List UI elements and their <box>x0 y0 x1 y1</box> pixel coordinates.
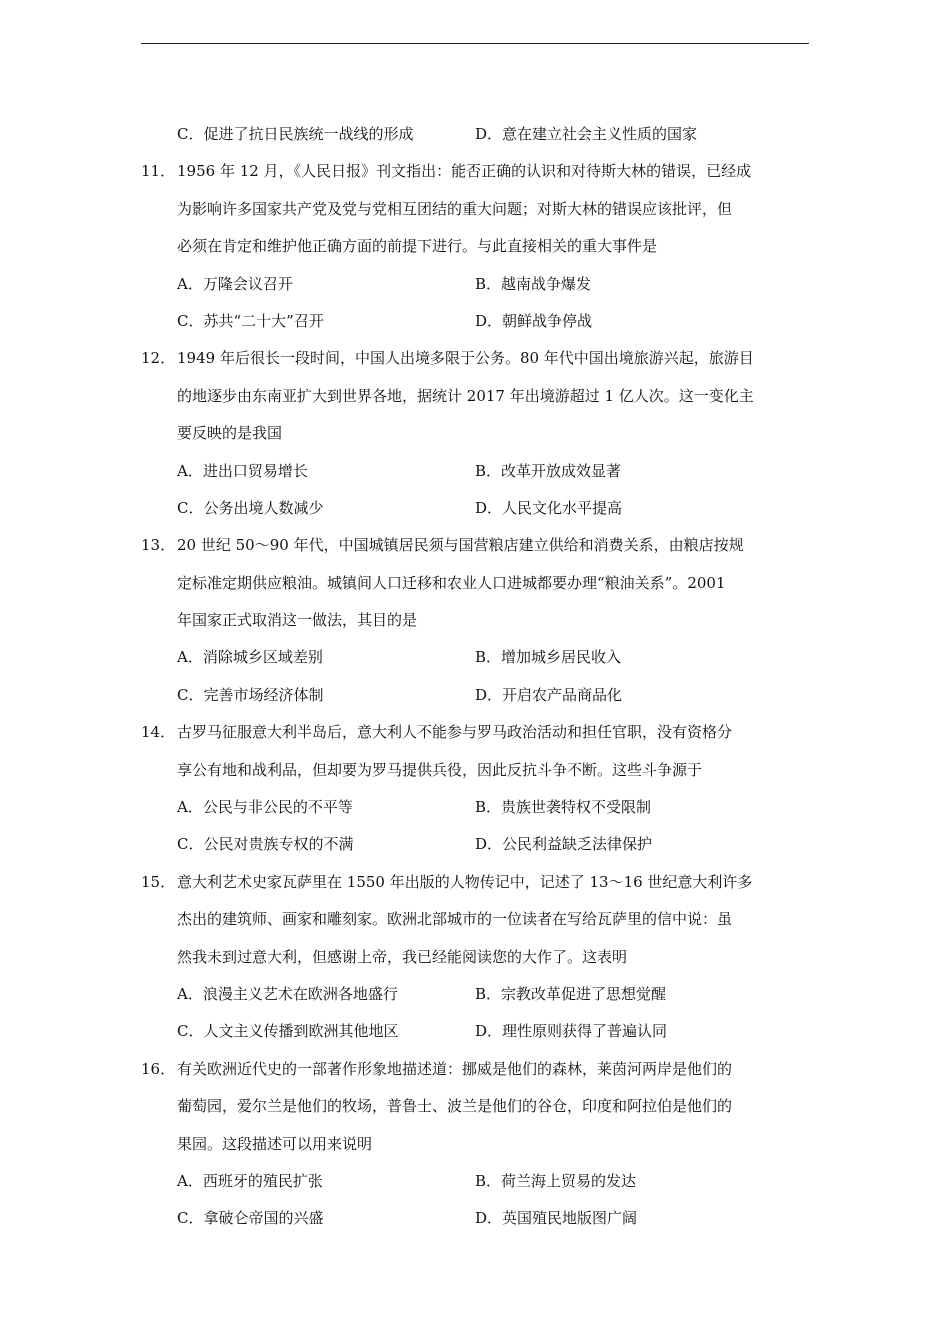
option-d: D．公民利益缺乏法律保护 <box>475 835 653 854</box>
option-c: C．促进了抗日民族统一战线的形成 <box>177 125 414 143</box>
option-b: B．改革开放成效显著 <box>475 461 622 480</box>
option-a: A．浪漫主义艺术在欧洲各地盛行 <box>177 984 398 1003</box>
question-text-line: 必须在肯定和维护他正确方面的前提下进行。与此直接相关的重大事件是 <box>177 237 658 256</box>
option-row <box>141 677 811 714</box>
question-number: 16． <box>141 1059 176 1078</box>
question-text-line: 有关欧洲近代史的一部著作形象地描述道：挪威是他们的森林，莱茵河两岸是他们的 <box>177 1059 733 1078</box>
header-rule <box>141 43 809 44</box>
question-text-line: 果园。这段描述可以用来说明 <box>177 1134 373 1153</box>
question-13 <box>141 527 811 714</box>
option-c: C．拿破仑帝国的兴盛 <box>177 1209 324 1228</box>
option-row <box>141 1163 811 1200</box>
question-text-line: 杰出的建筑师、画家和雕刻家。欧洲北部城市的一位读者在写给瓦萨里的信中说：虽 <box>177 910 733 929</box>
question-text-line: 20 世纪 50～90 年代，中国城镇居民须与国营粮店建立供给和消费关系，由粮店按规 <box>177 536 744 555</box>
question-14 <box>141 714 811 864</box>
option-row <box>141 1013 811 1050</box>
question-number: 12． <box>141 349 176 368</box>
option-row <box>141 266 811 303</box>
question-text-line: 1949 年后很长一段时间，中国人出境多限于公务。80 年代中国出境旅游兴起，旅游目 <box>177 349 754 368</box>
option-d: D．意在建立社会主义性质的国家 <box>475 125 698 143</box>
option-row <box>141 826 811 863</box>
question-number: 14． <box>141 723 176 742</box>
question-number: 13． <box>141 536 176 555</box>
question-number: 11． <box>141 162 176 181</box>
question-text-line: 的地逐步由东南亚扩大到世界各地，据统计 2017 年出境游超过 1 亿人次。这一变化主 <box>177 386 754 405</box>
option-row <box>141 976 811 1013</box>
question-11 <box>141 153 811 340</box>
option-row <box>141 453 811 490</box>
option-c: C．完善市场经济体制 <box>177 685 324 704</box>
question-text-line: 年国家正式取消这一做法，其目的是 <box>177 611 418 630</box>
option-c: C．公民对贵族专权的不满 <box>177 835 354 854</box>
option-row <box>141 1200 811 1237</box>
question-16 <box>141 1051 811 1238</box>
option-b: B．增加城乡居民收入 <box>475 648 622 667</box>
option-a: A．西班牙的殖民扩张 <box>177 1171 323 1190</box>
question-text-line: 葡萄园，爱尔兰是他们的牧场，普鲁士、波兰是他们的谷仓，印度和阿拉伯是他们的 <box>177 1097 733 1116</box>
option-a: A．万隆会议召开 <box>177 274 293 293</box>
question-text-line: 意大利艺术史家瓦萨里在 1550 年出版的人物传记中，记述了 13～16 世纪意大利许多 <box>177 872 753 891</box>
question-text-line: 定标准定期供应粮油。城镇间人口迁移和农业人口进城都要办理“粮油关系”。2001 <box>177 573 726 592</box>
question-12 <box>141 340 811 527</box>
option-b: B．宗教改革促进了思想觉醒 <box>475 984 667 1003</box>
option-c: C．人文主义传播到欧洲其他地区 <box>177 1022 399 1041</box>
option-d: D．英国殖民地版图广阔 <box>475 1209 638 1228</box>
option-row <box>141 490 811 527</box>
question-text-line: 为影响许多国家共产党及党与党相互团结的重大问题；对斯大林的错误应该批评，但 <box>177 199 733 218</box>
question-15 <box>141 864 811 1051</box>
question-text-line: 享公有地和战利品，但却要为罗马提供兵役，因此反抗斗争不断。这些斗争源于 <box>177 760 703 779</box>
option-b: B．贵族世袭特权不受限制 <box>475 798 652 817</box>
option-a: A．消除城乡区域差别 <box>177 648 323 667</box>
option-d: D．开启农产品商品化 <box>475 685 623 704</box>
option-row <box>141 789 811 826</box>
question-text-line: 古罗马征服意大利半岛后，意大利人不能参与罗马政治活动和担任官职，没有资格分 <box>177 723 733 742</box>
question-number: 15． <box>141 872 176 891</box>
option-d: D．理性原则获得了普遍认同 <box>475 1022 668 1041</box>
question-text-line: 然我未到过意大利，但感谢上帝，我已经能阅读您的大作了。这表明 <box>177 947 628 966</box>
option-a: A．公民与非公民的不平等 <box>177 798 353 817</box>
option-c: C．苏共“二十大”召开 <box>177 311 324 330</box>
question-content <box>141 116 811 1238</box>
option-row <box>141 639 811 676</box>
option-d: D．人民文化水平提高 <box>475 498 623 517</box>
option-row <box>141 116 811 153</box>
option-b: B．荷兰海上贸易的发达 <box>475 1171 637 1190</box>
option-row <box>141 303 811 340</box>
question-text-line: 要反映的是我国 <box>177 424 283 443</box>
question-text-line: 1956 年 12 月，《人民日报》刊文指出：能否正确的认识和对待斯大林的错误，已经成 <box>177 162 752 181</box>
option-b: B．越南战争爆发 <box>475 274 592 293</box>
option-d: D．朝鲜战争停战 <box>475 311 593 330</box>
option-c: C．公务出境人数减少 <box>177 498 324 517</box>
option-a: A．进出口贸易增长 <box>177 461 308 480</box>
